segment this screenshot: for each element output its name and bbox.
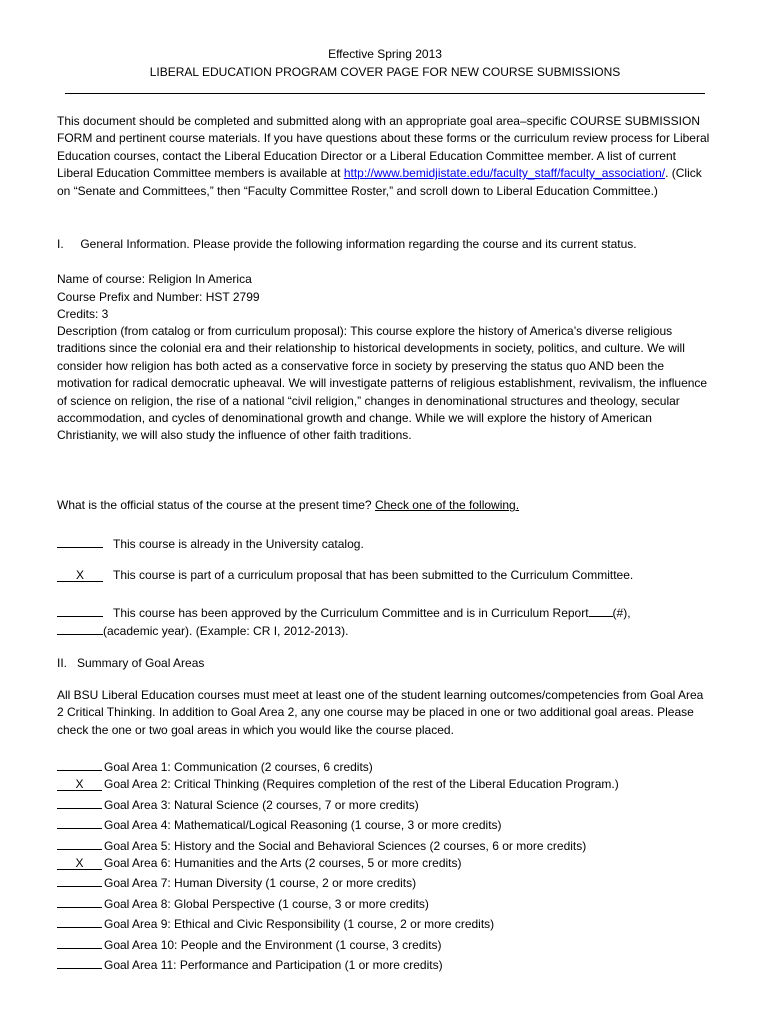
academic-year-field[interactable] bbox=[57, 620, 103, 635]
goal-area-9-check[interactable] bbox=[57, 913, 102, 928]
goal-area-4-check[interactable] bbox=[57, 814, 102, 829]
goal-area-7-label: Goal Area 7: Human Diversity (1 course, 2 or more credits) bbox=[104, 876, 417, 891]
course-description: Description (from catalog or from curriculum proposal): This course explore the history of America’s diverse religious traditions since the colonial era and their relationship to historical developments in society, politics, and culture. We will consider how religion has both acted as a conservative force in society by preserving the status quo AND been the motivation for radical democratic upheaval. We will investigate patterns of religious establishment, revivalism, the influence of science on religion, the rise of a national “civil religion,” changes in denominational structures and theology, secular accommodation, and cycles of denominational growth and change. While we will explore the history of American Christianity, we will also study the influence of other faith traditions. bbox=[57, 324, 708, 443]
document-title: LIBERAL EDUCATION PROGRAM COVER PAGE FOR NEW COURSE SUBMISSIONS bbox=[149, 65, 621, 79]
course-credits: Credits: 3 bbox=[57, 307, 109, 321]
goal-area-9-label: Goal Area 9: Ethical and Civic Responsibility (1 course, 2 or more credits) bbox=[104, 917, 495, 932]
goal-areas-paragraph: All BSU Liberal Education courses must meet at least one of the student learning outcomes/competencies from Goal Area 2 Critical Thinking. In addition to Goal Area 2, any one course may be placed in one or two additional goal areas. Please check the one or two goal areas in which you would like the course placed. bbox=[57, 688, 704, 737]
goal-area-1-label: Goal Area 1: Communication (2 courses, 6 credits) bbox=[104, 760, 373, 774]
status-option-proposal-label: This course is part of a curriculum proposal that has been submitted to the Curriculum Committee. bbox=[113, 568, 634, 582]
status-question-instruction: Check one of the following. bbox=[374, 498, 520, 512]
title-divider bbox=[65, 93, 705, 94]
goal-area-11-check[interactable] bbox=[57, 954, 102, 969]
goal-area-4 bbox=[57, 814, 737, 834]
goal-area-9 bbox=[57, 913, 737, 933]
goal-area-11-label: Goal Area 11: Performance and Participation (1 or more credits) bbox=[104, 958, 443, 973]
goal-area-10-label: Goal Area 10: People and the Environment (1 course, 3 credits) bbox=[104, 937, 442, 952]
goal-area-8 bbox=[57, 893, 737, 913]
goal-area-8-check[interactable] bbox=[57, 893, 102, 908]
goal-area-5 bbox=[57, 835, 737, 855]
goal-area-3-label: Goal Area 3: Natural Science (2 courses, 7 or more credits) bbox=[104, 797, 419, 812]
goal-area-1 bbox=[57, 756, 737, 776]
goal-area-6-label: Goal Area 6: Humanities and the Arts (2 courses, 5 or more credits) bbox=[104, 856, 462, 871]
faculty-association-link[interactable]: http://www.bemidjistate.edu/faculty_staff/faculty_association/ bbox=[343, 166, 666, 181]
curriculum-report-number-field[interactable] bbox=[589, 602, 613, 617]
goal-area-7-check[interactable] bbox=[57, 872, 102, 887]
status-option-catalog-check[interactable] bbox=[57, 533, 103, 548]
goal-area-2-check[interactable]: X bbox=[57, 776, 102, 791]
status-question bbox=[57, 497, 737, 513]
academic-year-label: (academic year). (Example: CR I, 2012-2013). bbox=[103, 624, 349, 638]
goal-area-11 bbox=[57, 954, 737, 974]
course-prefix: Course Prefix and Number: HST 2799 bbox=[57, 290, 260, 304]
goal-area-10 bbox=[57, 934, 737, 954]
effective-date: Effective Spring 2013 bbox=[328, 47, 442, 61]
goal-area-4-label: Goal Area 4: Mathematical/Logical Reasoning (1 course, 3 or more credits) bbox=[104, 818, 502, 833]
goal-area-3-check[interactable] bbox=[57, 794, 102, 809]
status-option-approved-year bbox=[57, 620, 737, 639]
goal-area-1-check[interactable] bbox=[57, 756, 102, 771]
status-option-proposal-check[interactable]: X bbox=[57, 567, 103, 582]
goal-area-list bbox=[57, 756, 737, 974]
goal-area-8-label: Goal Area 8: Global Perspective (1 course, 3 or more credits) bbox=[104, 896, 429, 911]
goal-area-10-check[interactable] bbox=[57, 934, 102, 949]
status-option-approved-check[interactable] bbox=[57, 602, 103, 617]
goal-area-5-check[interactable] bbox=[57, 835, 102, 850]
status-option-approved bbox=[57, 602, 737, 621]
goal-area-7 bbox=[57, 872, 737, 892]
course-name: Name of course: Religion In America bbox=[57, 272, 252, 286]
status-question-text: What is the official status of the course at the present time? bbox=[57, 498, 375, 512]
goal-area-2-label: Goal Area 2: Critical Thinking (Requires completion of the rest of the Liberal Education Program.) bbox=[104, 777, 619, 792]
status-option-catalog bbox=[57, 533, 737, 552]
goal-area-6 bbox=[57, 855, 737, 872]
goal-area-2 bbox=[57, 776, 737, 793]
intro-paragraph bbox=[57, 113, 712, 200]
intro-text-part1: This document should be completed and submitted along with an appropriate goal area–specific COURSE SUBMISSION FORM and pertinent course materials. If you have questions about these forms or the curriculum review process for Liberal Education courses, contact the Liberal Education Director or a Liberal Education Committee member. A list of current Liberal Education Committee members is available at bbox=[57, 114, 710, 181]
section-1-heading: I. General Information. Please provide the following information regarding the course and its current status. bbox=[57, 237, 637, 251]
curriculum-report-number-suffix: (#), bbox=[612, 606, 631, 620]
status-option-proposal bbox=[57, 567, 737, 583]
goal-area-3 bbox=[57, 794, 737, 814]
intro-text-part2: . (Click on “Senate and Committees,” then “Faculty Committee Roster,” and scroll down to Liberal Education Committee.) bbox=[57, 166, 702, 198]
status-option-approved-label: This course has been approved by the Curriculum Committee and is in Curriculum Report bbox=[113, 606, 589, 620]
goal-area-5-label: Goal Area 5: History and the Social and Behavioral Sciences (2 courses, 6 or more credits) bbox=[104, 838, 587, 853]
section-2-heading: II. Summary of Goal Areas bbox=[57, 656, 205, 670]
status-option-catalog-label: This course is already in the University catalog. bbox=[113, 537, 364, 551]
goal-area-6-check[interactable]: X bbox=[57, 855, 102, 870]
